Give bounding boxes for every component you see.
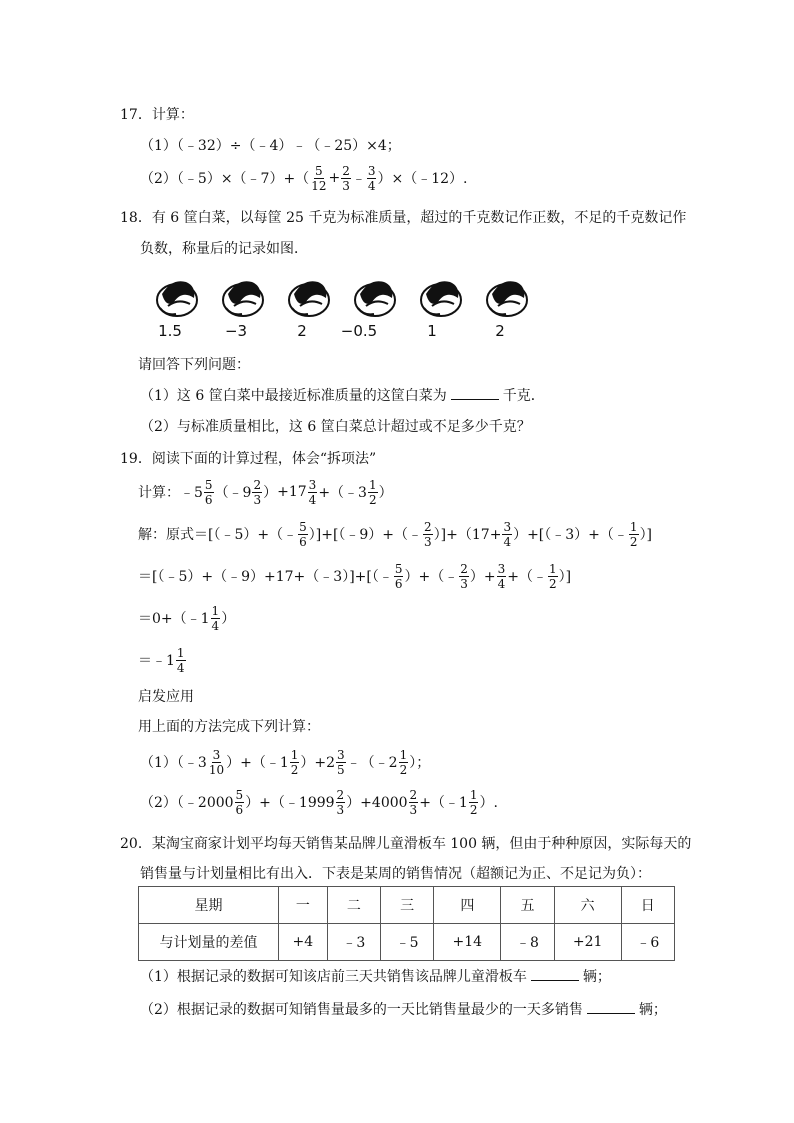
table-header-cell: 五 — [501, 887, 554, 924]
q17-part2: （2）（﹣5）×（﹣7）+（ $\frac{5}{12}$ + $\frac{2}{3}$ ﹣ $\frac{3}{4}$ ）×（﹣12）. — [140, 163, 468, 193]
table-cell: +14 — [434, 924, 501, 961]
table-header-cell: 四 — [434, 887, 501, 924]
table-row — [139, 887, 675, 924]
table-cell: 与计划量的差值 — [139, 924, 279, 961]
table-header-cell: 三 — [380, 887, 433, 924]
fraction: $\frac{2}{3}$ — [409, 787, 418, 817]
table-header-cell: 六 — [554, 887, 621, 924]
table-cell: +4 — [279, 924, 328, 961]
fraction: $\frac{5}{6}$ — [204, 477, 213, 507]
q19-apply-prompt: 用上面的方法完成下列计算： — [138, 719, 320, 735]
q18-line2: 负数，称量后的记录如图． — [140, 241, 308, 257]
q18-line1: 18．有 6 筐白菜，以每筐 25 千克为标准质量，超过的千克数记作正数，不足的千克数记作 — [120, 210, 687, 226]
q18-question1: （1）这 6 筐白菜中最接近标准质量的这筐白菜为 千克． — [140, 385, 545, 405]
fraction: $\frac{1}{4}$ — [176, 645, 185, 675]
fraction: $\frac{3}{4}$ — [367, 163, 376, 193]
fraction: $\frac{5}{6}$ — [299, 519, 307, 549]
fraction: $\frac{5}{6}$ — [394, 561, 403, 591]
q17-part1: （1）（﹣32）÷（﹣4）﹣（﹣25）×4； — [140, 138, 401, 154]
cabbage-basket-image — [482, 272, 532, 320]
fraction: $\frac{3}{5}$ — [337, 747, 345, 777]
cabbage-basket-image — [350, 272, 400, 320]
cabbage-value-label: 1 — [427, 322, 437, 340]
q19-apply-part1: （1）（﹣3 $\frac{3}{10}$ ）+（﹣1 $\frac{1}{2}$ ）+2 $\frac{3}{5}$ ﹣（﹣2 $\frac{1}{2}$ ）； — [140, 747, 431, 777]
table-header-cell: 一 — [279, 887, 328, 924]
fraction: $\frac{3}{4}$ — [503, 519, 512, 549]
table-header-cell: 星期 — [139, 887, 279, 924]
table-cell: +21 — [554, 924, 621, 961]
q19-apply-part2: （2）（﹣2000 $\frac{5}{6}$ ）+（﹣1999 $\frac{2}{3}$ ）+4000 $\frac{2}{3}$ +（﹣1 $\frac{1}{2}$ ）. — [140, 787, 498, 817]
fraction: $\frac{2}{3}$ — [460, 561, 468, 591]
fraction: $\frac{1}{2}$ — [399, 747, 408, 777]
q19-step2-line: ＝[（﹣5）+（﹣9）+17+（﹣3）]+[（﹣ $\frac{5}{6}$ ）+（﹣ $\frac{2}{3}$ ）+ $\frac{3}{4}$ +（﹣ $\frac{1}{2}$ ）] — [138, 561, 572, 591]
fraction: $\frac{5}{12}$ — [311, 163, 327, 193]
fraction: $\frac{2}{3}$ — [424, 519, 432, 549]
fraction: $\frac{3}{4}$ — [308, 477, 317, 507]
table-cell: ﹣5 — [380, 924, 433, 961]
fraction: $\frac{1}{2}$ — [290, 747, 299, 777]
cabbage-basket-image — [284, 272, 334, 320]
table-cell: ﹣3 — [327, 924, 380, 961]
fraction: $\frac{3}{10}$ — [208, 747, 225, 777]
table-header-cell: 二 — [327, 887, 380, 924]
q17-p2-end: ）×（﹣12）. — [377, 171, 468, 187]
q19-title: 19．阅读下面的计算过程，体会“拆项法” — [120, 451, 377, 467]
answer-blank — [587, 999, 635, 1014]
fraction: $\frac{1}{4}$ — [211, 603, 220, 633]
fraction: $\frac{5}{6}$ — [235, 787, 244, 817]
q18-question2: （2）与标准质量相比，这 6 筐白菜总计超过或不足多少千克？ — [140, 419, 531, 435]
fraction: $\frac{1}{2}$ — [629, 519, 638, 549]
cabbage-basket-image — [152, 272, 202, 320]
q19-calc-line: 计算： ﹣5 $\frac{5}{6}$ （﹣9 $\frac{2}{3}$ ） +17 $\frac{3}{4}$ +（﹣3 $\frac{1}{2}$ ） — [138, 477, 393, 507]
cabbage-value-label: −0.5 — [340, 322, 378, 340]
cabbage-value-label: 2 — [297, 322, 307, 340]
q20-line2: 销售量与计划量相比有出入．下表是某周的销售情况（超额记为正、不足记为负）： — [140, 866, 651, 882]
cabbage-value-label: 1.5 — [158, 322, 182, 340]
q17-title: 17．计算： — [120, 107, 194, 123]
fraction: $\frac{2}{3}$ — [342, 163, 350, 193]
fraction: $\frac{2}{3}$ — [336, 787, 345, 817]
fraction: $\frac{1}{2}$ — [469, 787, 478, 817]
fraction: $\frac{1}{2}$ — [548, 561, 557, 591]
q19-step3-line: ＝0+（﹣1 $\frac{1}{4}$ ） — [138, 603, 236, 633]
table-row — [139, 924, 675, 961]
q20-question2: （2）根据记录的数据可知销售量最多的一天比销售量最少的一天多销售 辆； — [140, 999, 667, 1019]
cabbage-value-label: 2 — [495, 322, 505, 340]
fraction: $\frac{1}{2}$ — [368, 477, 377, 507]
q19-solve-line: 解：原式＝ [（﹣5）+（﹣ $\frac{5}{6}$ ）]+[（﹣9）+（﹣ $\frac{2}{3}$ ）]+（17+ $\frac{3}{4}$ ）+[（﹣3）+（﹣ $\frac{1}{2}$ ）] — [138, 519, 653, 549]
q18-prompt: 请回答下列问题： — [138, 357, 250, 373]
sales-table — [138, 886, 675, 961]
q20-question1: （1）根据记录的数据可知该店前三天共销售该品牌儿童滑板车 辆； — [140, 966, 611, 986]
table-header-cell: 日 — [621, 887, 674, 924]
answer-blank — [451, 385, 499, 400]
q19-result-line: ＝﹣1 $\frac{1}{4}$ — [138, 645, 185, 675]
cabbage-basket-image — [218, 272, 268, 320]
cabbage-basket-image — [416, 272, 466, 320]
q20-line1: 20．某淘宝商家计划平均每天销售某品牌儿童滑板车 100 辆，但由于种种原因，实际每天的 — [120, 836, 692, 852]
cabbage-value-label: −3 — [224, 322, 248, 340]
fraction: $\frac{3}{4}$ — [497, 561, 506, 591]
q19-apply-title: 启发应用 — [138, 689, 194, 705]
table-cell: ﹣6 — [621, 924, 674, 961]
answer-blank — [531, 966, 579, 981]
q17-p2-start: （2）（﹣5）×（﹣7）+（ — [140, 171, 310, 187]
table-cell: ﹣8 — [501, 924, 554, 961]
fraction: $\frac{2}{3}$ — [253, 477, 262, 507]
